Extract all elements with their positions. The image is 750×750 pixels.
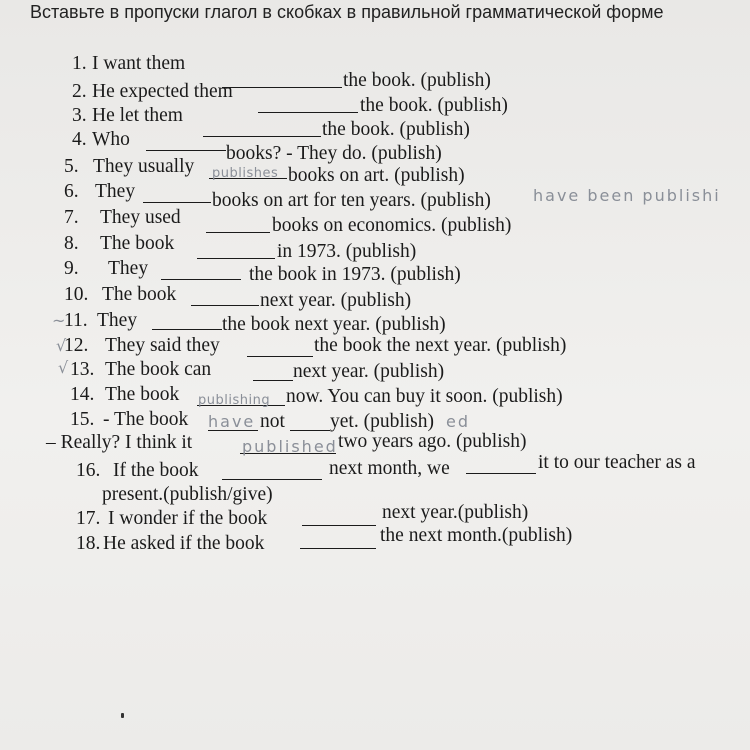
sentence-middle: not [260, 411, 285, 432]
item-number: 9. [64, 258, 79, 279]
sentence-start: They used [100, 207, 181, 228]
sentence-end: now. You can buy it soon. (publish) [286, 386, 563, 407]
answer-blank[interactable] [466, 473, 536, 474]
handwritten-answer: have been publishi [533, 186, 721, 205]
sentence-end: the book. (publish) [360, 95, 508, 116]
handwritten-answer: published [242, 437, 338, 456]
sentence-end: the next month.(publish) [380, 525, 573, 546]
sentence-start: The book can [105, 359, 212, 380]
sentence-end: books on art. (publish) [288, 165, 465, 186]
sentence-start: He let them [92, 105, 183, 126]
sentence-start: They [95, 181, 136, 202]
answer-blank[interactable] [222, 479, 322, 480]
sentence-end: next year. (publish) [260, 290, 412, 311]
sentence-continuation: present.(publish/give) [102, 484, 273, 505]
sentence-start: If the book [113, 460, 199, 481]
sentence-end: in 1973. (publish) [277, 241, 417, 262]
sentence-end: the book. (publish) [343, 70, 491, 91]
sentence-end: the book. (publish) [322, 119, 470, 140]
sentence-start: The book [100, 233, 175, 254]
exercise-line-15 [0, 408, 750, 432]
sentence-end: books? - They do. (publish) [226, 143, 442, 164]
sentence-end: the book in 1973. (publish) [249, 264, 461, 285]
exercise-line-16-continuation [0, 483, 750, 507]
exercise-line-5 [0, 155, 750, 186]
item-number: 12. [64, 335, 89, 356]
exercise-line-13 [0, 358, 750, 382]
margin-tick-mark: √ [56, 336, 67, 355]
answer-blank[interactable] [247, 356, 313, 357]
item-number: 11. [64, 310, 88, 331]
handwritten-correction: ed [446, 412, 470, 431]
sentence-end: the book next year. (publish) [222, 314, 446, 335]
worksheet-title: Вставьте в пропуски глагол в скобках в правильной грамматической форме [30, 2, 664, 22]
item-number: 13. [70, 359, 95, 380]
exercise-line-17 [0, 502, 750, 531]
exercise-line-12 [0, 334, 750, 358]
item-number: 3. [72, 105, 87, 126]
answer-blank[interactable] [143, 202, 211, 203]
sentence-end: it to our teacher as a [538, 452, 696, 473]
sentence-end: the book the next year. (publish) [314, 335, 567, 356]
answer-blank[interactable] [146, 150, 226, 151]
exercise-line-9 [0, 257, 750, 285]
exercise-line-10 [0, 283, 750, 311]
item-number: 10. [64, 284, 89, 305]
sentence-middle: next month, we [329, 458, 450, 479]
answer-blank[interactable] [191, 305, 259, 306]
item-number: 14. [70, 384, 95, 405]
sentence-start: They said they [105, 335, 220, 356]
sentence-start: The book [102, 284, 177, 305]
item-number: 1. [72, 53, 87, 74]
answer-blank[interactable] [152, 329, 222, 330]
item-number: 7. [64, 207, 79, 228]
sentence-end: next year. (publish) [293, 361, 445, 382]
margin-tick-mark: √ [58, 358, 69, 377]
exercise-line-14 [0, 383, 750, 407]
sentence-start: He expected them [92, 81, 233, 102]
exercise-line-16 [0, 452, 750, 483]
sentence-start: I want them [92, 53, 186, 74]
sentence-end: next year.(publish) [382, 502, 529, 523]
exercise-line-18 [0, 525, 750, 556]
sentence-start: They [97, 310, 138, 331]
item-number: 4. [72, 129, 87, 150]
sentence-end: books on art for ten years. (publish) [212, 190, 491, 211]
sentence-end: books on economics. (publish) [272, 215, 512, 236]
item-number: 2. [72, 81, 87, 102]
sentence-start: They [108, 258, 149, 279]
item-number: 17. [76, 508, 101, 529]
item-number: 16. [76, 460, 101, 481]
sentence-start: Who [92, 129, 130, 150]
item-number: 8. [64, 233, 79, 254]
sentence-start: - The book [103, 409, 189, 430]
item-number: 6. [64, 181, 79, 202]
answer-blank[interactable] [302, 525, 376, 526]
sentence-start: – Really? I think it [46, 432, 193, 453]
item-number: 18. [76, 533, 101, 554]
exercise-line-4 [0, 128, 750, 164]
sentence-start: They usually [93, 156, 195, 177]
handwritten-answer: have [208, 412, 256, 431]
answer-blank[interactable] [253, 380, 293, 381]
handwritten-answer: publishing [198, 393, 271, 408]
exercise-line-1 [0, 52, 750, 91]
item-number: 5. [64, 156, 79, 177]
item-number: 15. [70, 409, 95, 430]
sentence-start: He asked if the book [103, 533, 265, 554]
exercise-line-8 [0, 232, 750, 262]
sentence-start: The book [105, 384, 180, 405]
exercise-line-7 [0, 206, 750, 236]
answer-blank[interactable] [161, 279, 241, 280]
paper-speck [121, 713, 124, 718]
margin-tick-mark: ~ [52, 311, 66, 330]
sentence-end: yet. (publish) [330, 411, 434, 432]
sentence-start: I wonder if the book [108, 508, 268, 529]
answer-blank[interactable] [300, 548, 376, 549]
exercise-line-6 [0, 180, 750, 211]
exercise-line-11 [0, 309, 750, 333]
handwritten-answer: publishes [212, 166, 279, 181]
sentence-end: two years ago. (publish) [338, 431, 527, 452]
